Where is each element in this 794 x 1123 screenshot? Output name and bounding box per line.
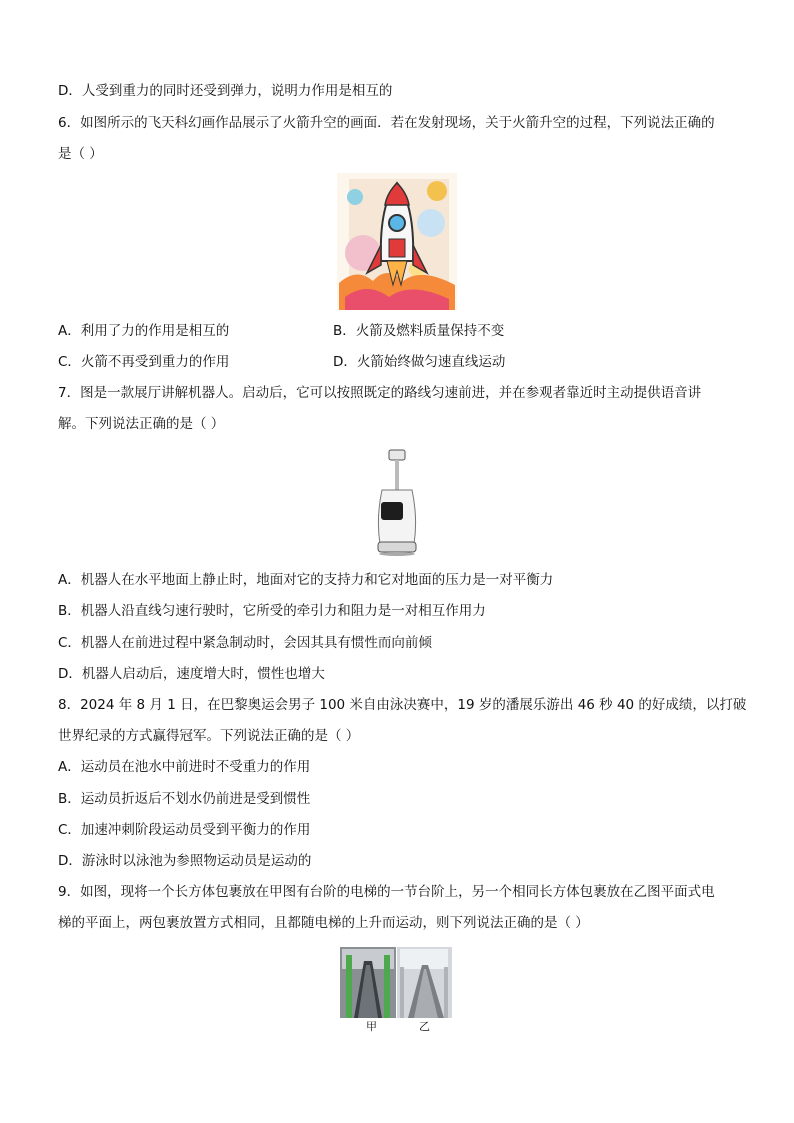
q7-option-d: D．机器人启动后，速度增大时，惯性也增大 [58,666,325,682]
q6-option-a: A．利用了力的作用是相互的 [58,323,230,339]
q9-stem-line2: 梯的平面上，两包裹放置方式相同，且都随电梯的上升而运动，则下列说法正确的是（ ） [58,915,589,931]
q8-stem-line2: 世界纪录的方式赢得冠军。下列说法正确的是（ ） [58,728,360,744]
q5-option-d: D．人受到重力的同时还受到弹力，说明力作用是相互的 [58,83,393,99]
q6-stem-line2: 是（ ） [58,146,103,162]
q7-stem-line1: 7．图是一款展厅讲解机器人。启动后，它可以按照既定的路线匀速前进，并在参观者靠近时主动提供语音讲 [58,385,702,401]
q8-option-b: B．运动员折返后不划水仍前进是受到惯性 [58,791,311,807]
escalator-caption-left: 甲 [366,1020,377,1033]
q6-option-b: B．火箭及燃料质量保持不变 [333,323,505,339]
q6-option-d: D．火箭始终做匀速直线运动 [333,354,506,370]
robot-illustration [372,448,422,556]
q8-option-a: A．运动员在池水中前进时不受重力的作用 [58,759,311,775]
rocket-illustration [337,173,457,310]
q8-option-d: D．游泳时以泳池为参照物运动员是运动的 [58,853,312,869]
q6-stem-line1: 6．如图所示的飞天科幻画作品展示了火箭升空的画面．若在发射现场，关于火箭升空的过程，下列说法正确的 [58,115,715,131]
escalator-photos [340,947,452,1018]
q6-option-c: C．火箭不再受到重力的作用 [58,354,230,370]
q8-option-c: C．加速冲刺阶段运动员受到平衡力的作用 [58,822,311,838]
q8-stem-line1: 8．2024 年 8 月 1 日，在巴黎奥运会男子 100 米自由泳决赛中，19 岁的潘展乐游出 46 秒 40 的好成绩，以打破 [58,697,747,713]
q7-option-a: A．机器人在水平地面上静止时，地面对它的支持力和它对地面的压力是一对平衡力 [58,572,554,588]
q7-option-b: B．机器人沿直线匀速行驶时，它所受的牵引力和阻力是一对相互作用力 [58,603,486,619]
q9-stem-line1: 9．如图，现将一个长方体包裹放在甲图有台阶的电梯的一节台阶上，另一个相同长方体包裹放在乙图平面式电 [58,884,715,900]
escalator-caption-right: 乙 [419,1020,430,1033]
q7-stem-line2: 解。下列说法正确的是（ ） [58,416,225,432]
q7-option-c: C．机器人在前进过程中紧急制动时，会因其具有惯性而向前倾 [58,635,432,651]
